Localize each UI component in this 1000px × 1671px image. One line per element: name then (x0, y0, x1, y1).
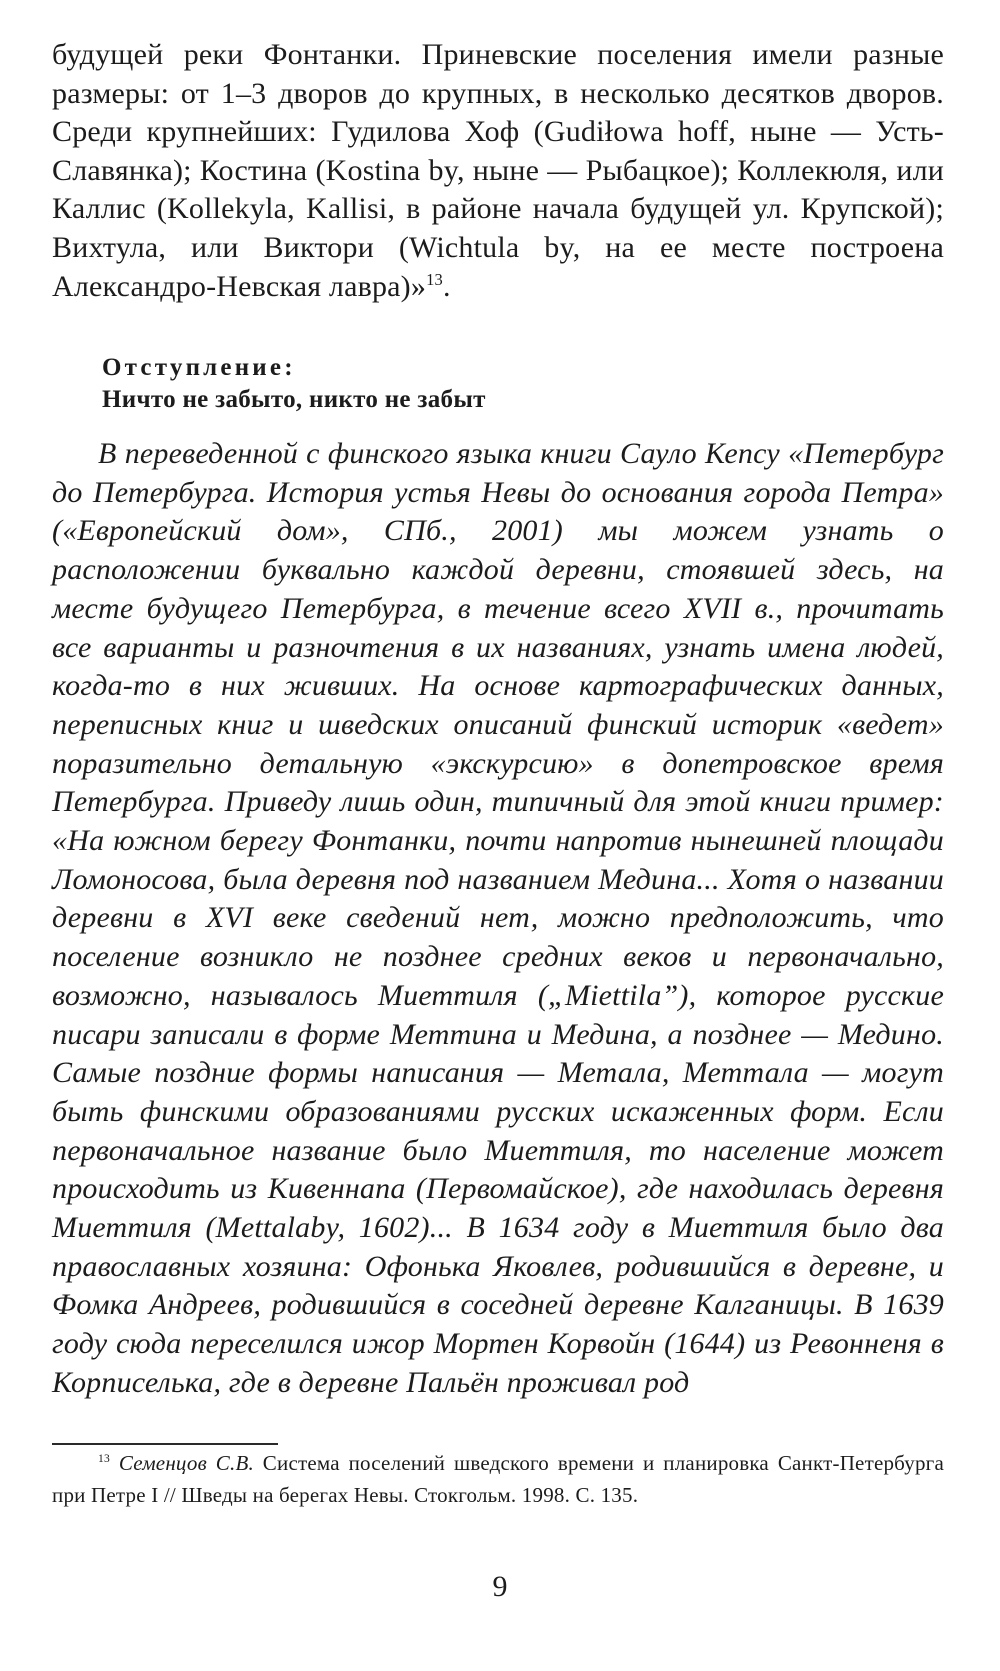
lead-paragraph (52, 36, 944, 306)
section-heading (102, 352, 944, 416)
italic-paragraph: В переведенной с финского языка книги Сауло Кепсу «Петербург до Петербурга. История устья Невы до основания города Петра» («Европейский дом», СПб., 2001) мы можем узнать о расположении буквально каждой деревни, стоявшей здесь, на месте будущего Петербурга, в течение всего XVII в., прочитать все варианты и разночтения в их названиях, узнать имена людей, когда-то в них живших. На основе картографических данных, переписных книг и шведских описаний финский историк «ведет» поразительно детальную «экскурсию» в допетровское время Петербурга. Приведу лишь один, типичный для этой книги пример: «На южном берегу Фонтанки, почти напротив нынешней площади Ломоносова, была деревня под названием Медина... Хотя о названии деревни в XVI веке сведений нет, можно предположить, что поселение возникло не позднее средних веков и первоначально, возможно, называлось Миеттиля („Miettila”), которое русские писари записали в форме Меттина и Медина, а позднее — Медино. Самые поздние формы написания — Метала, Меттала — могут быть финскими образованиями русских искаженных форм. Если первоначальное название было Миеттиля, то население может происходить из Кивеннапа (Первомайское), где находилась деревня Миеттиля (Mettalaby, 1602)... В 1634 году в Миеттиля было два православных хозяина: Офонька Яковлев, родившийся в деревне, и Фомка Андреев, родившийся в соседней деревне Калганицы. В 1639 году сюда переселился ижор Мортен Корвойн (1644) из Ревонненя в Корписелька, где в деревне Пальён проживал род (52, 437, 944, 1399)
footnote-text: Система поселений шведского времени и планировка Санкт-Петербурга при Петре I // Шведы на берегах Невы. Стокгольм. 1998. С. 135. (52, 1451, 944, 1507)
section-label: Отступление: (102, 354, 296, 381)
page-number: 9 (492, 1570, 508, 1603)
footnote-reference: 13 (426, 269, 443, 289)
section-title: Ничто не забыто, никто не забыт (102, 386, 486, 413)
footnote (52, 1447, 944, 1511)
footnote-author: Семенцов С.В. (118, 1451, 254, 1475)
lead-paragraph-end: . (442, 269, 451, 303)
footnote-divider (52, 1443, 278, 1445)
lead-paragraph-text: будущей реки Фонтанки. Приневские поселения имели разные размеры: от 1–3 дворов до крупных, в несколько десятков дворов. Среди крупнейших: Гудилова Хоф (Gudiłowa hoff, ныне — Усть-Славянка); Костина (Kostina by, ныне — Рыбацкое); Коллекюля, или Каллис (Kollekyla, Kallisi, в районе начала будущей ул. Крупской); Вихтула, или Виктори (Wichtula by, на ее месте построена Александро-Невская лавра)» (52, 38, 944, 303)
footnote-number: 13 (98, 1453, 110, 1465)
